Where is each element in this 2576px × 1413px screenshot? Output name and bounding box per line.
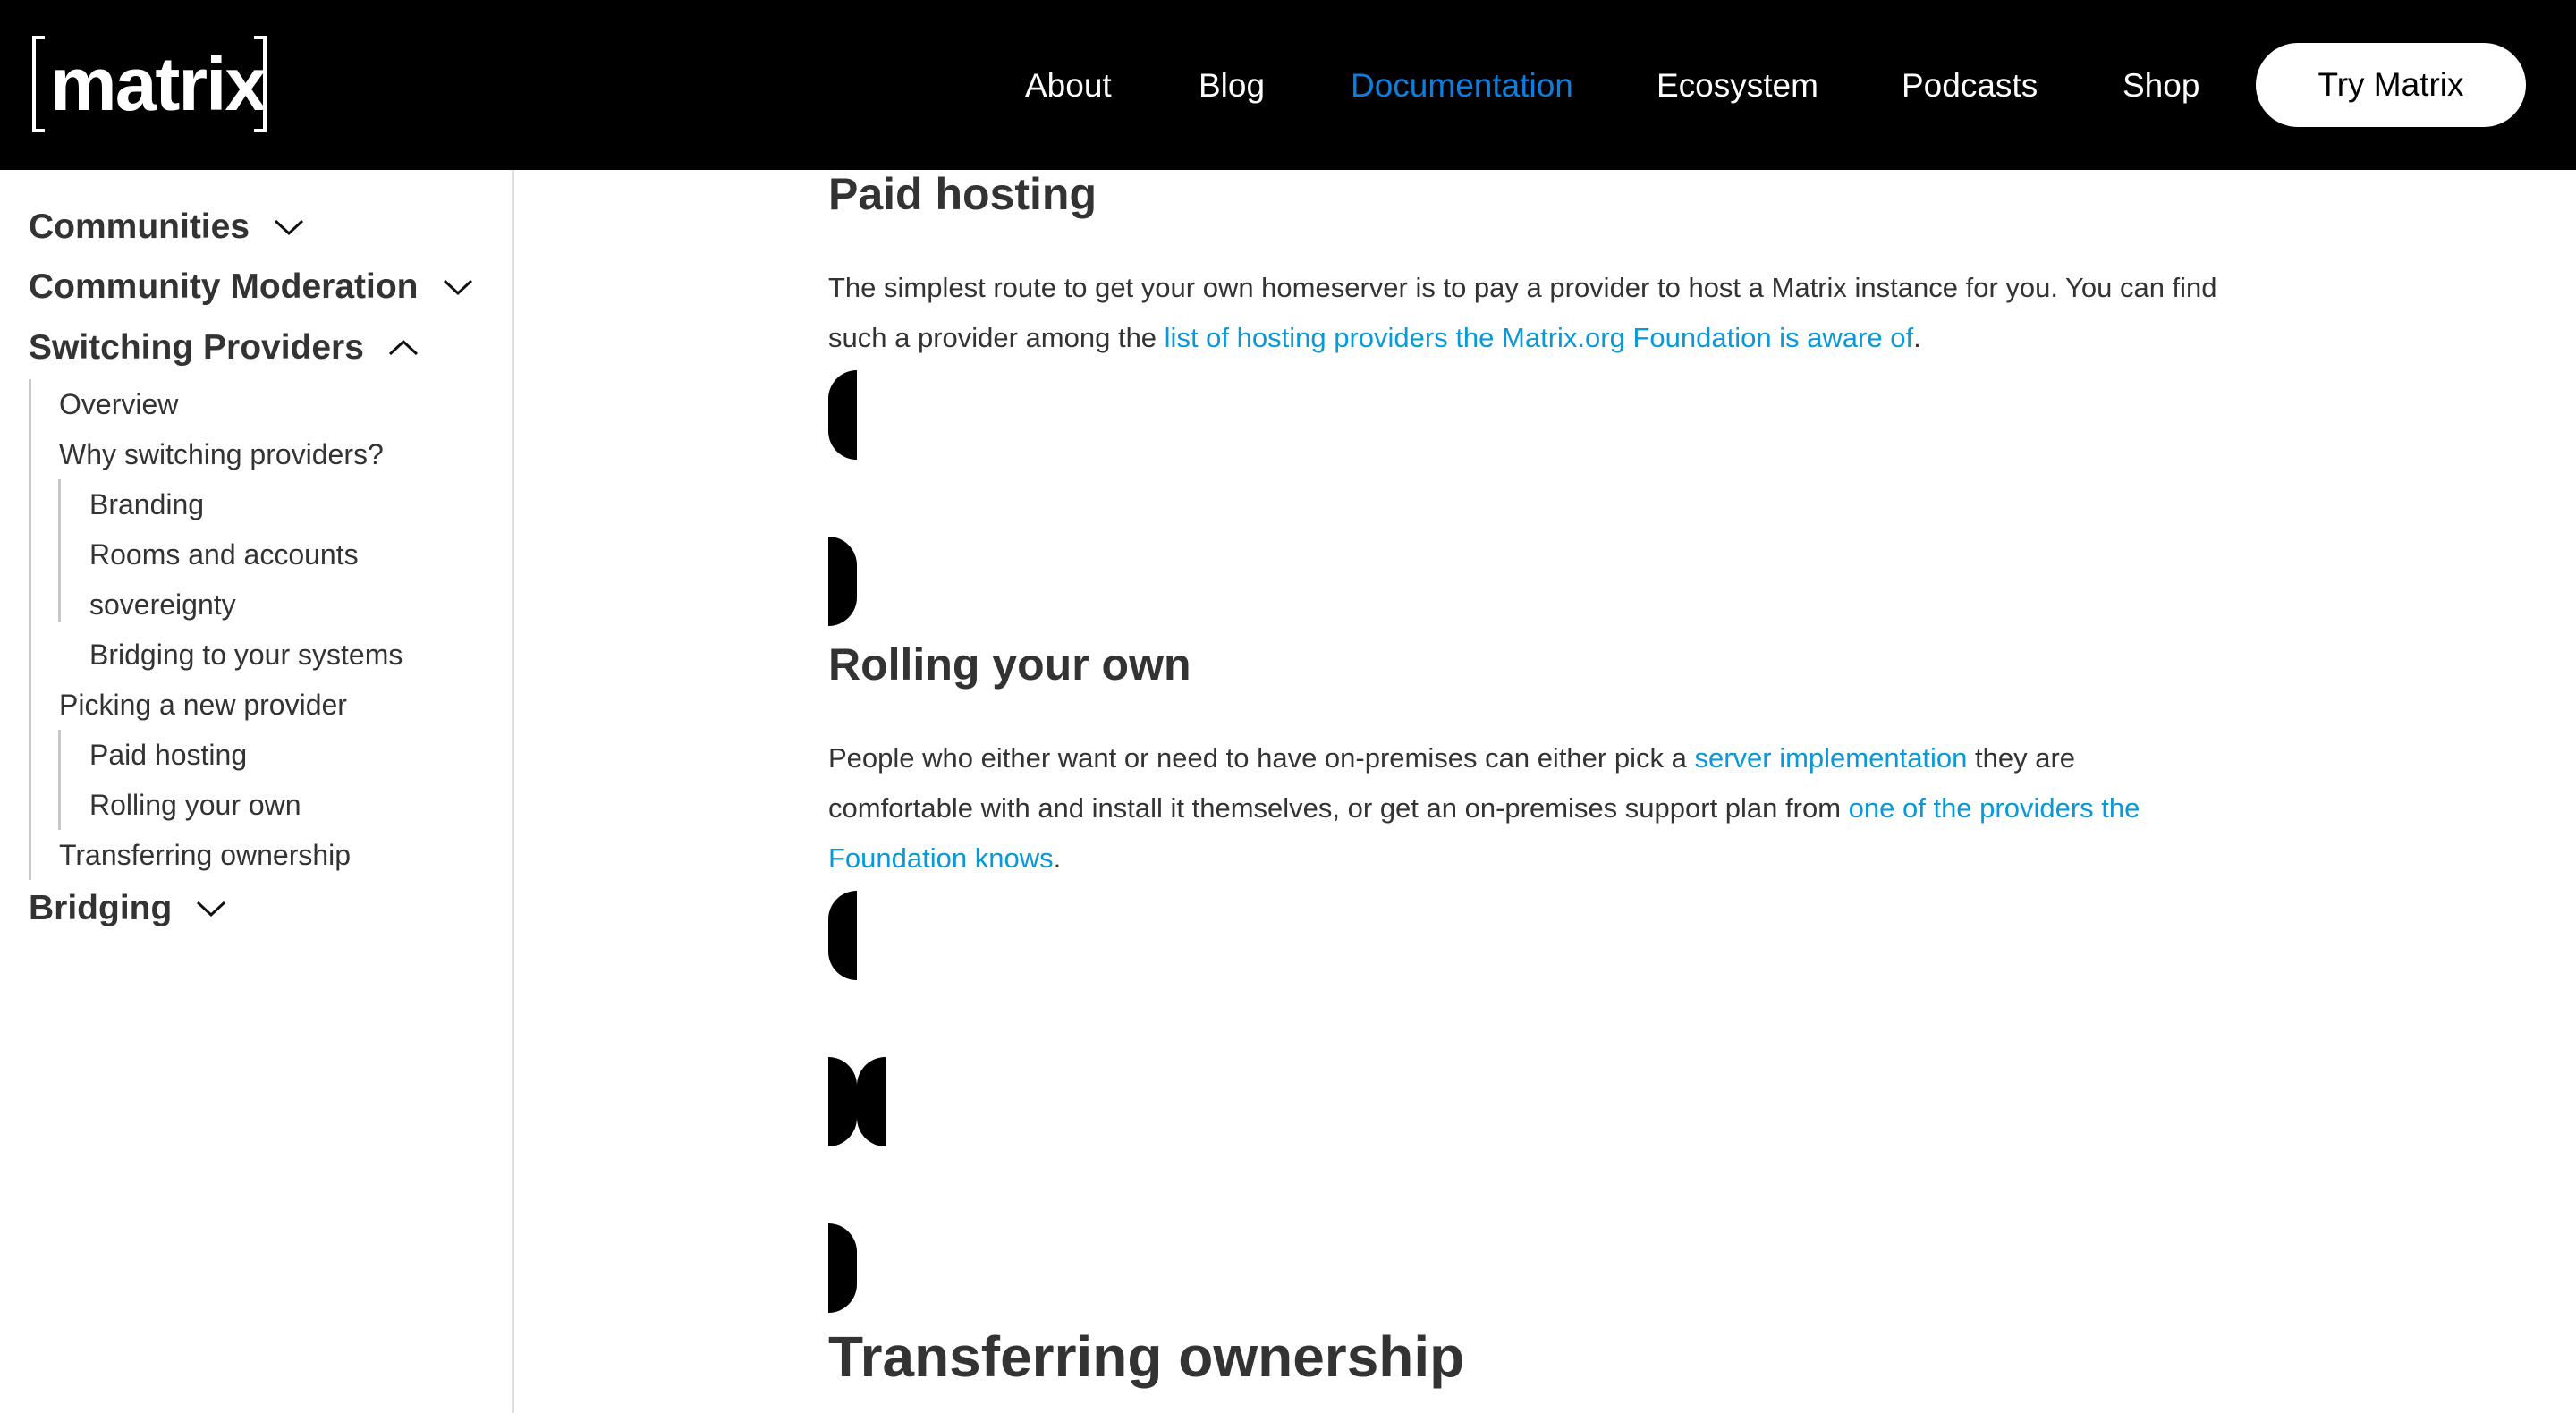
paragraph-text: . [1053,842,1062,874]
matrix-logo[interactable] [32,36,267,134]
heading-rolling-your-own: Rolling your own [828,639,1191,690]
sidebar-item-why-switching[interactable]: Why switching providers? [59,438,384,470]
tree-guide-line [29,379,31,880]
sidebar-item-sovereignty[interactable]: sovereignty [89,588,236,621]
tree-guide-line [58,479,61,622]
section-label: Switching Providers [29,328,364,367]
sidebar-item-overview[interactable]: Overview [59,388,179,420]
paragraph-text: they are comfortable with and install it themselves, or get an on-premises support plan from [828,742,2076,824]
sidebar-item-rolling-own[interactable]: Rolling your own [89,789,301,821]
paragraph-rolling-your-own [828,733,2224,884]
logo-wordmark: matrix [50,42,266,126]
sidebar-item-paid-hosting[interactable]: Paid hosting [89,739,248,771]
link-server-implementation[interactable]: server implementation [1694,742,1968,774]
section-label: Communities [29,207,250,246]
try-matrix-button[interactable]: Try Matrix [2256,43,2526,127]
logo-right-bracket [254,36,267,132]
heading-anchor-artifact [857,1057,886,1146]
heading-anchor-artifact [828,891,857,980]
sidebar-item-branding[interactable]: Branding [89,488,205,520]
logo-left-bracket [32,36,45,132]
heading-anchor-artifact [828,537,857,626]
sidebar-section-switching-providers[interactable] [29,328,419,368]
paragraph-text: The simplest route to get your own homeserver is to pay a provider to host a Matrix instance for you. You can find such a provider among the [828,272,2217,353]
tree-guide-line [58,730,61,830]
sidebar-item-bridging-systems[interactable]: Bridging to your systems [89,639,403,671]
heading-anchor-artifact [828,1223,857,1313]
top-nav-bar [0,0,2576,170]
link-hosting-providers[interactable]: list of hosting providers the Matrix.org Foundation is aware of [1164,322,1914,353]
chevron-down-icon [195,899,227,918]
section-label: Bridging [29,889,173,927]
sidebar-item-picking-provider[interactable]: Picking a new provider [59,689,347,721]
nav-podcasts[interactable]: Podcasts [1902,67,2038,104]
nav-shop[interactable]: Shop [2123,67,2200,104]
nav-about[interactable]: About [1025,67,1112,104]
chevron-down-icon [442,277,474,297]
nav-documentation[interactable]: Documentation [1351,67,1573,104]
chevron-down-icon [273,217,305,237]
section-label: Community Moderation [29,267,419,306]
paragraph-text: . [1913,322,1921,353]
paragraph-paid-hosting [828,263,2224,363]
sidebar-section-bridging[interactable] [29,889,227,928]
heading-paid-hosting: Paid hosting [828,169,1097,219]
nav-ecosystem[interactable]: Ecosystem [1657,67,1818,104]
link-providers-foundation-knows[interactable]: one of the providers the Foundation knows [828,792,2140,874]
heading-transferring-ownership: Transferring ownership [828,1324,1465,1389]
paragraph-text: People who either want or need to have on-premises can either pick a [828,742,1695,774]
sidebar-item-transferring-ownership[interactable]: Transferring ownership [59,839,352,871]
chevron-up-icon [387,338,419,358]
sidebar-item-rooms-accounts[interactable]: Rooms and accounts [89,538,359,571]
sidebar-section-community-moderation[interactable] [29,267,474,307]
sidebar-section-communities[interactable] [29,207,305,247]
nav-blog[interactable]: Blog [1199,67,1266,104]
heading-anchor-artifact [828,1057,857,1146]
heading-anchor-artifact [828,370,857,460]
